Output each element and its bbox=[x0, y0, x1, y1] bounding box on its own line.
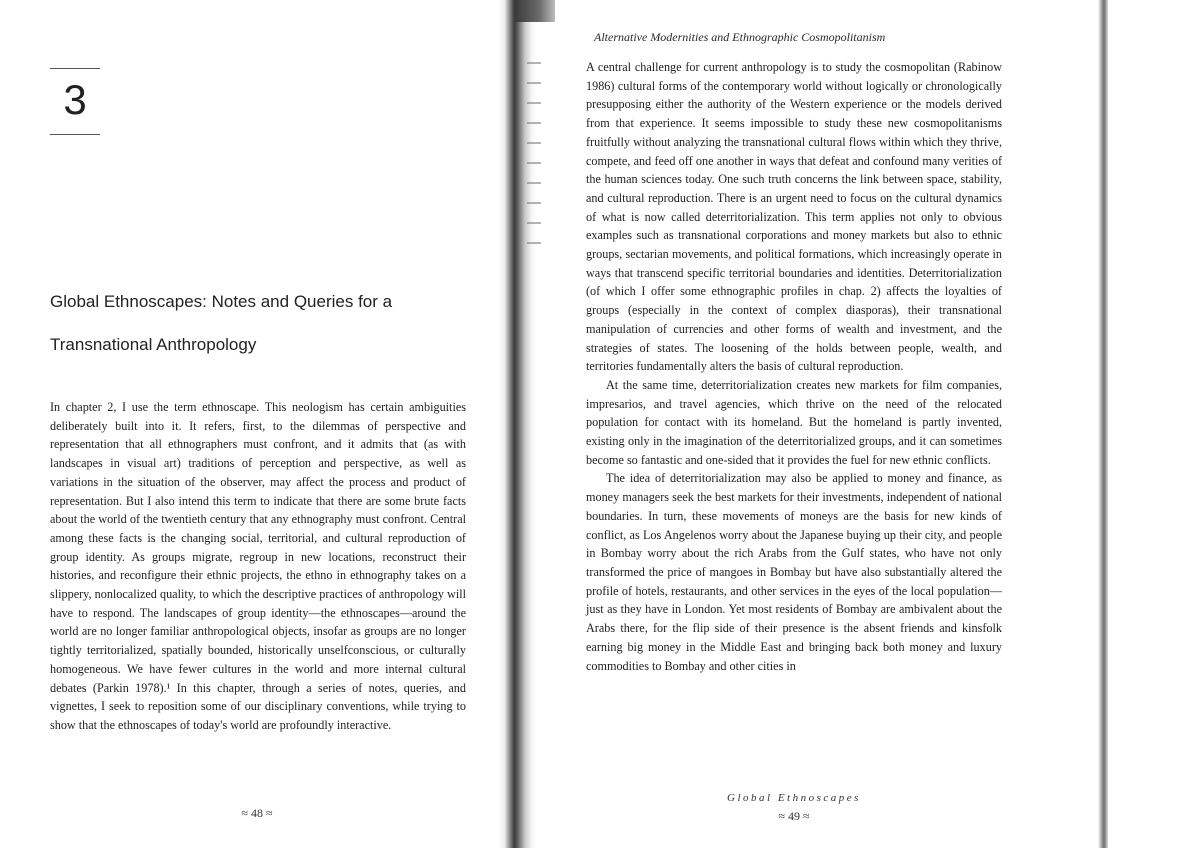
page-edge-shadow bbox=[1098, 0, 1108, 848]
book-gutter-shadow bbox=[498, 0, 552, 848]
running-foot: Global Ethnoscapes bbox=[727, 792, 861, 804]
running-head: Alternative Modernities and Ethnographic Cosmopolitanism bbox=[594, 30, 886, 44]
chapter-number-block bbox=[50, 64, 100, 136]
page-number-48: ≈ 48 ≈ bbox=[241, 806, 273, 820]
left-page-body bbox=[50, 398, 466, 735]
gutter-top-shadow bbox=[515, 0, 555, 22]
margin-annotation-marks bbox=[527, 52, 541, 252]
chapter-number: 3 bbox=[63, 76, 87, 123]
right-paragraph-2: At the same time, deterritorialization creates new markets for film companies, impresarios, and travel agencies, which thrive on the need of the relocated population for contact with its homeland. But the homeland is partly invented, existing only in the imagination of the deterritorialized groups, and it can sometimes become so fantastic and one-sided that it provides the fuel for new ethnic conflicts. bbox=[586, 377, 1002, 467]
chapter-title-line-1: Global Ethnoscapes: Notes and Queries for a bbox=[50, 292, 393, 311]
right-paragraph-3: The idea of deterritorialization may also be applied to money and finance, as money managers seek the best markets for their investments, independent of national boundaries. In turn, these movements of moneys are the basis for new kinds of conflict, as Los Angelenos worry about the Japanese buying up their city, and people in Bombay worry about the rich Arabs from the Gulf states, who have not only transformed the price of mangoes in Bombay but have also substantially altered the profile of hotels, restaurants, and other services in the eyes of the local population—just as they have in London. Yet most residents of Bombay are ambivalent about the Arabs there, for the flip side of their presence is the absent friends and kinsfolk earning big money in the Middle East and bringing back both money and luxury commodities to Bombay and other cities in bbox=[586, 471, 1002, 673]
right-page-body bbox=[586, 58, 1002, 675]
right-paragraph-1: A central challenge for current anthropology is to study the cosmopolitan (Rabinow 1986) cultural forms of the contemporary world without logically or chronologically presupposing either the authority of the Western experience or the models derived from that experience. It seems impossible to study these new cosmopolitanisms fruitfully without analyzing the transnational cultural flows within which they thrive, compete, and feed off one another in ways that defeat and confound many verities of the human sciences today. One such truth concerns the link between space, stability, and cultural reproduction. There is an urgent need to focus on the cultural dynamics of what is now called deterritorialization. This term applies not only to obvious examples such as transnational corporations and money markets but also to ethnic groups, sectarian movements, and political formations, which increasingly operate in ways that transcend specific territorial boundaries and identities. Deterritorialization (of which I offer some ethnographic profiles in chap. 2) affects the loyalties of groups (especially in the context of complex diasporas), their transnational manipulation of currencies and other forms of wealth and investment, and the strategies of states. The loosening of the holds between people, wealth, and territories fundamentally alters the basis of cultural reproduction. bbox=[586, 60, 1002, 374]
page-number-49: ≈ 49 ≈ bbox=[778, 809, 810, 823]
chapter-title bbox=[50, 280, 470, 366]
chapter-rule-bottom bbox=[50, 134, 100, 135]
left-paragraph: In chapter 2, I use the term ethnoscape. This neologism has certain ambiguities deliberately built into it. It refers, first, to the dilemmas of perspective and representation that all ethnographers must confront, and it admits that (as with landscapes in visual art) traditions of perception and perspective, as well as variations in the situation of the observer, may affect the process and product of representation. But I also intend this term to indicate that there are some brute facts about the world of the twentieth century that any ethnography must confront. Central among these facts is the changing social, territorial, and cultural reproduction of group identity. As groups migrate, regroup in new locations, reconstruct their histories, and reconfigure their ethnic projects, the ethno in ethnography takes on a slippery, nonlocalized quality, to which the descriptive practices of anthropology will have to respond. The landscapes of group identity—the ethnoscapes—around the world are no longer familiar anthropological objects, insofar as groups are no longer tightly territorialized, spatially bounded, historically unselfconscious, or culturally homogeneous. We have fewer cultures in the world and more internal cultural debates (Parkin 1978).¹ In this chapter, through a series of notes, queries, and vignettes, I seek to reposition some of our disciplinary conventions, while trying to show that the ethnoscapes of today's world are profoundly interactive. bbox=[50, 400, 466, 732]
chapter-rule-top bbox=[50, 68, 100, 69]
chapter-title-line-2: Transnational Anthropology bbox=[50, 335, 257, 354]
